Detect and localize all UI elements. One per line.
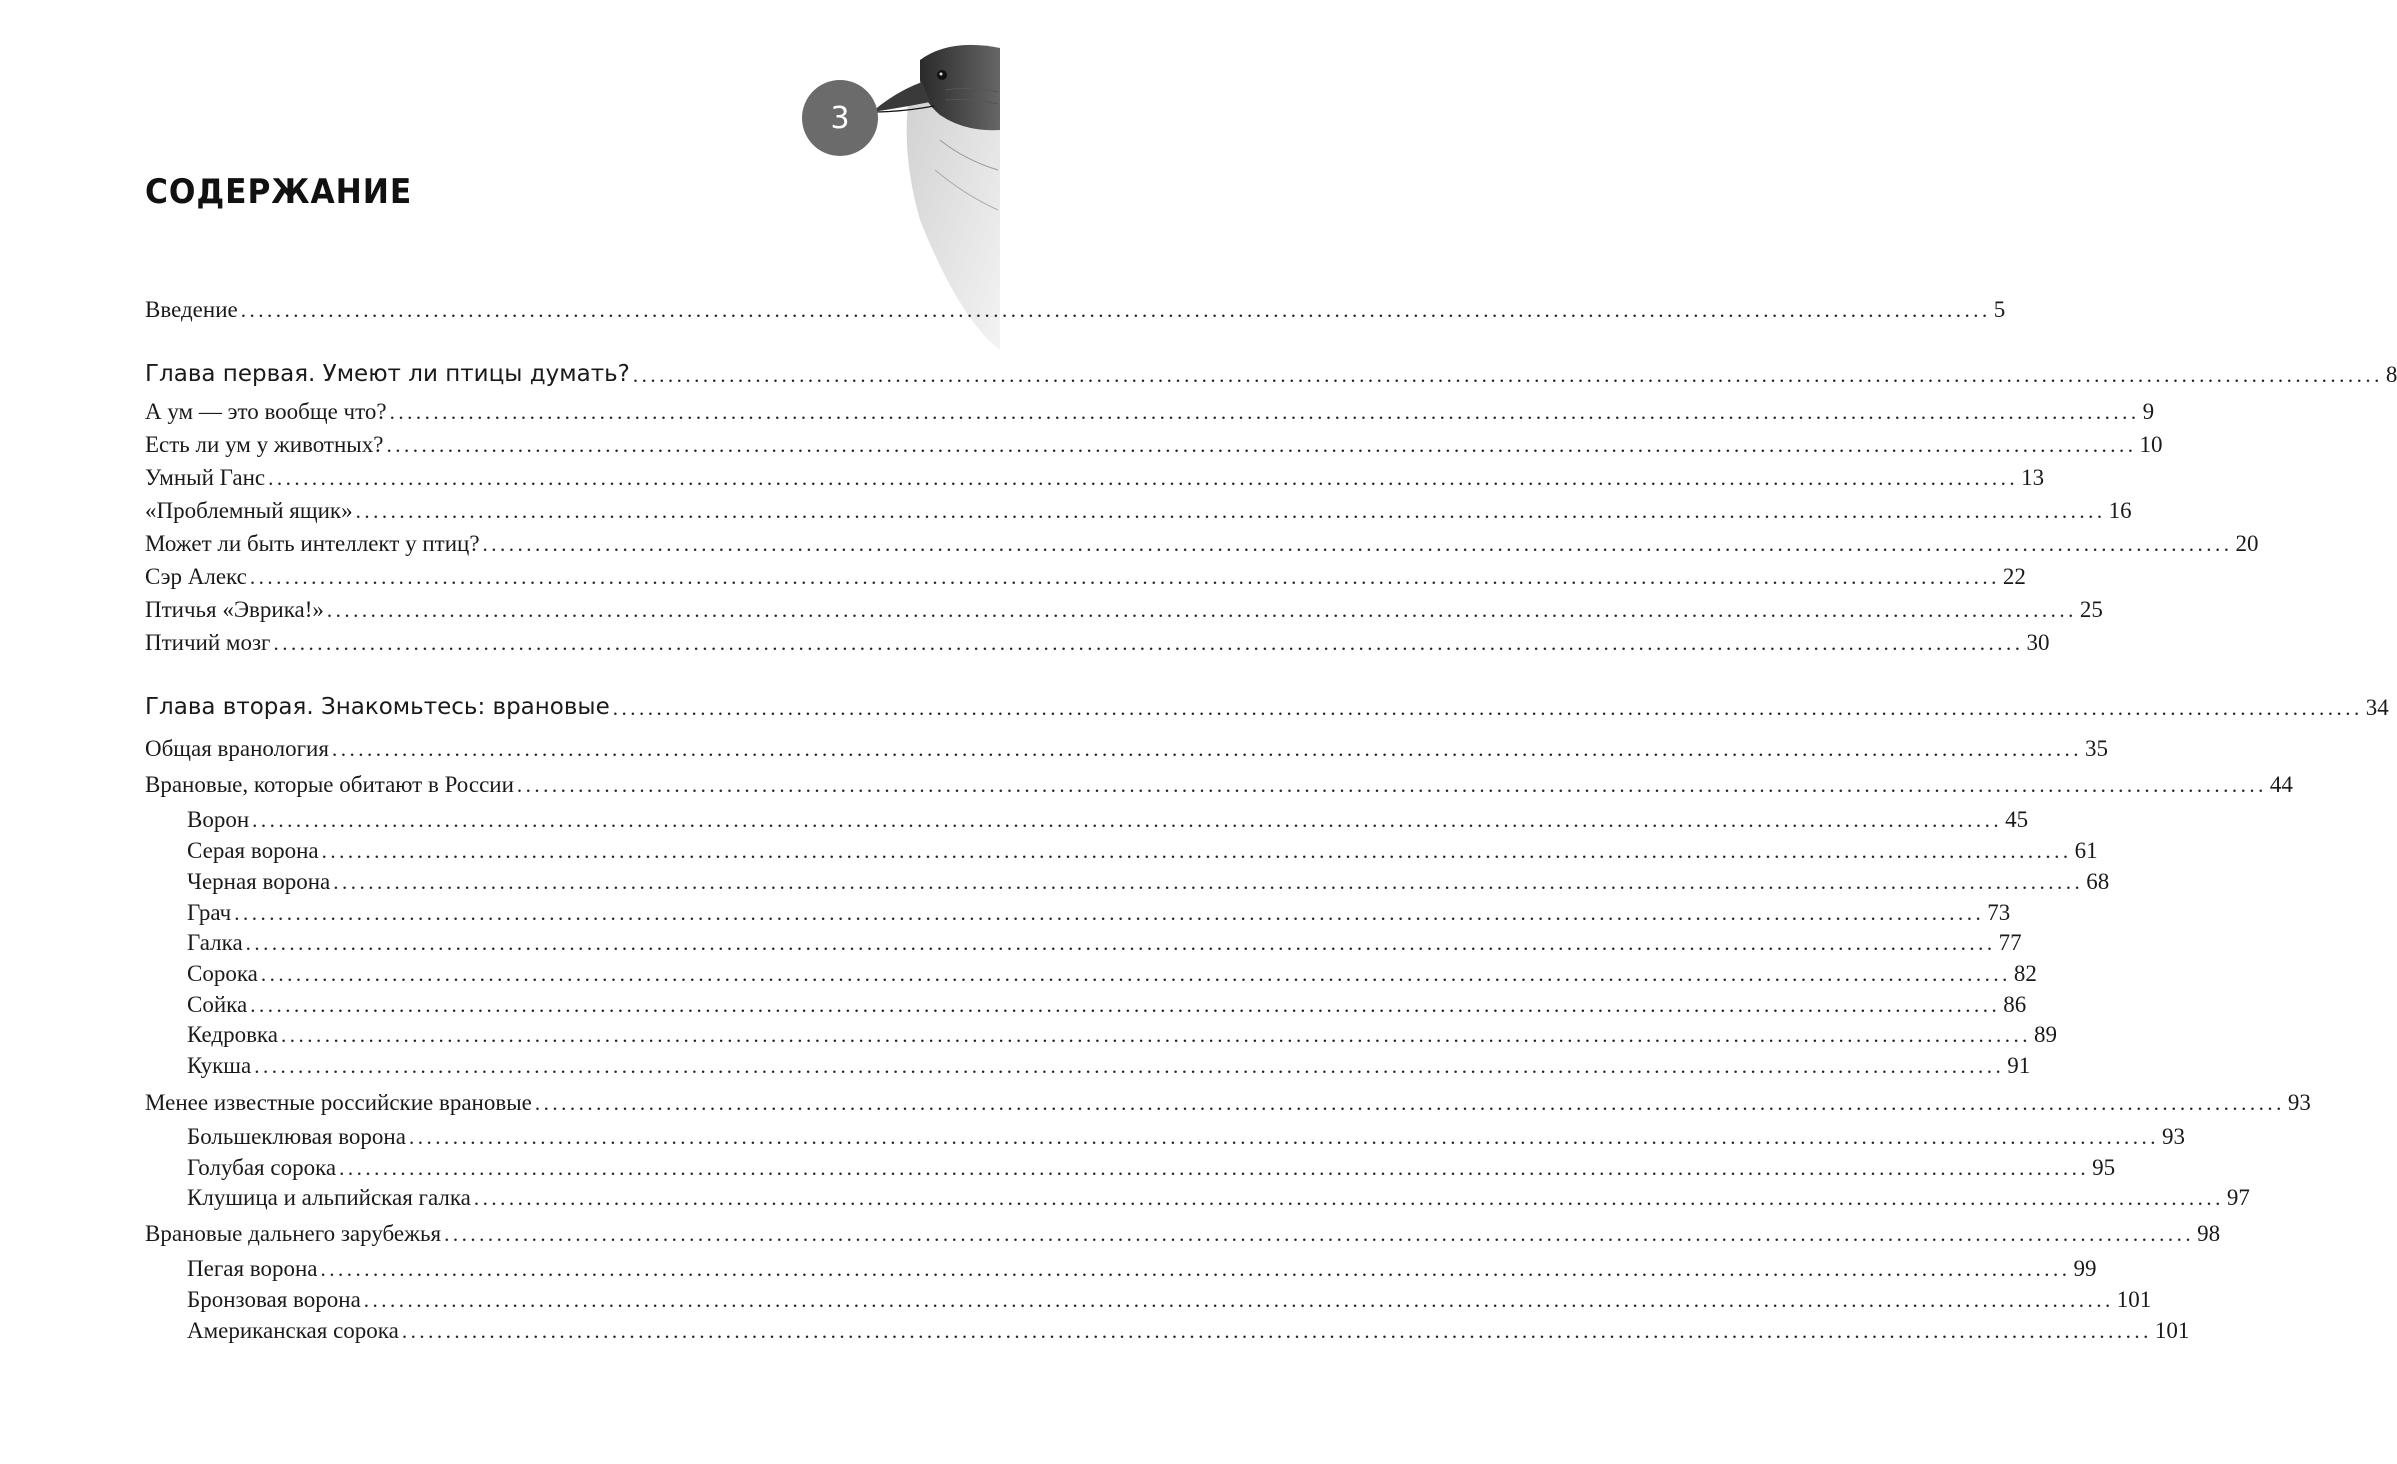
toc-entry-page: 86: [2003, 992, 2027, 1017]
toc-entry-label: Менее известные российские врановые: [145, 1090, 532, 1115]
toc-entry[interactable]: [187, 1147, 2116, 1181]
toc-entry[interactable]: [145, 728, 2108, 762]
toc-entry-page: 34: [2365, 695, 2389, 720]
toc-entry-label: Есть ли ум у животных?: [145, 432, 384, 457]
toc-entry-page: 82: [2013, 961, 2037, 986]
toc-leader-dots: ........................................................................................................................................................................................................: [401, 1319, 2152, 1343]
toc-entry[interactable]: [187, 861, 2110, 895]
toc-entry[interactable]: [187, 1177, 2250, 1211]
toc-entry-label: Кедровка: [187, 1022, 278, 1047]
toc-entry[interactable]: [145, 523, 2259, 557]
toc-leader-dots: ........................................................................................................................................................................................................: [632, 363, 2383, 387]
toc-entry[interactable]: [187, 1045, 2031, 1079]
toc-entry-label: Бронзовая ворона: [187, 1287, 361, 1312]
toc-leader-dots: ........................................................................................................................................................................................................: [444, 1222, 2195, 1246]
toc-entry-page: 30: [2026, 630, 2050, 655]
toc-leader-dots: ........................................................................................................................................................................................................: [473, 1186, 2224, 1210]
toc-entry-label: Черная ворона: [187, 869, 331, 894]
toc-entry-page: 101: [2116, 1287, 2152, 1312]
toc-entry-page: 5: [1993, 297, 2006, 322]
toc-entry-label: Американская сорока: [187, 1318, 399, 1343]
toc-entry-label: Общая вранология: [145, 736, 329, 761]
toc-entry-label: Сойка: [187, 992, 248, 1017]
toc-entry[interactable]: [187, 799, 2029, 833]
toc-entry-page: 10: [2139, 432, 2163, 457]
toc-entry[interactable]: [187, 1014, 2057, 1048]
toc-entry[interactable]: [187, 1279, 2152, 1313]
toc-leader-dots: ........................................................................................................................................................................................................: [268, 466, 2019, 490]
toc-leader-dots: ........................................................................................................................................................................................................: [363, 1288, 2114, 1312]
toc-entry-label: Голубая сорока: [187, 1155, 337, 1180]
toc-leader-dots: ........................................................................................................................................................................................................: [326, 598, 2077, 622]
toc-entry-page: 25: [2079, 597, 2103, 622]
toc-entry[interactable]: [145, 391, 2155, 425]
toc-entry-page: 91: [2007, 1053, 2031, 1078]
toc-entry-label: Кукша: [187, 1053, 252, 1078]
page-number-badge: [802, 80, 878, 156]
toc-entry-label: Птичий мозг: [145, 630, 271, 655]
toc-entry-label: Сэр Алекс: [145, 564, 247, 589]
toc-entry[interactable]: [145, 490, 2132, 524]
toc-entry-page: 61: [2074, 838, 2098, 863]
toc-entry[interactable]: [145, 424, 2163, 458]
page-title: СОДЕРЖАНИЕ: [145, 172, 413, 212]
toc-entry-label: Ворон: [187, 807, 250, 832]
toc-entry-page: 35: [2084, 736, 2108, 761]
toc-entry-page: 98: [2197, 1221, 2221, 1246]
toc-leader-dots: ........................................................................................................................................................................................................: [250, 993, 2001, 1017]
toc-leader-dots: ........................................................................................................................................................................................................: [260, 962, 2011, 986]
toc-leader-dots: ........................................................................................................................................................................................................: [273, 631, 2024, 655]
toc-entry-label: Умный Ганс: [145, 465, 266, 490]
toc-entry-page: 13: [2021, 465, 2045, 490]
toc-entry-page: 20: [2235, 531, 2259, 556]
toc-entry-page: 44: [2269, 772, 2293, 797]
toc-entry[interactable]: [187, 1248, 2097, 1282]
toc-entry-page: 101: [2154, 1318, 2190, 1343]
toc-entry[interactable]: [145, 764, 2293, 798]
toc-entry[interactable]: [145, 1213, 2221, 1247]
toc-leader-dots: ........................................................................................................................................................................................................: [234, 901, 1985, 925]
toc-entry[interactable]: [187, 830, 2098, 864]
toc-entry-page: 22: [2002, 564, 2026, 589]
toc-entry-label: Птичья «Эврика!»: [145, 597, 324, 622]
toc-entry[interactable]: [187, 953, 2037, 987]
toc-chapter-entry[interactable]: [145, 354, 2397, 388]
toc-entry-page: 89: [2033, 1022, 2057, 1047]
toc-entry-page: 9: [2142, 399, 2155, 424]
toc-leader-dots: ........................................................................................................................................................................................................: [386, 433, 2137, 457]
toc-leader-dots: ........................................................................................................................................................................................................: [612, 696, 2363, 720]
toc-leader-dots: ........................................................................................................................................................................................................: [245, 931, 1996, 955]
toc-entry[interactable]: [145, 1082, 2311, 1116]
toc-entry-page: 93: [2161, 1124, 2185, 1149]
toc-leader-dots: ........................................................................................................................................................................................................: [339, 1156, 2090, 1180]
toc-entry-label: Врановые дальнего зарубежья: [145, 1221, 442, 1246]
toc-entry[interactable]: [187, 922, 2022, 956]
toc-leader-dots: ........................................................................................................................................................................................................: [482, 532, 2233, 556]
toc-entry-page: 93: [2287, 1090, 2311, 1115]
toc-entry-label: Врановые, которые обитают в России: [145, 772, 514, 797]
toc-entry-page: 95: [2092, 1155, 2116, 1180]
toc-entry-label: Серая ворона: [187, 838, 319, 863]
toc-entry-label: Глава первая. Умеют ли птицы думать?: [145, 361, 630, 387]
toc-entry-label: «Проблемный ящик»: [145, 498, 353, 523]
toc-entry-label: Клушица и альпийская галка: [187, 1185, 471, 1210]
toc-leader-dots: ........................................................................................................................................................................................................: [280, 1023, 2031, 1047]
toc-leader-dots: ........................................................................................................................................................................................................: [333, 870, 2084, 894]
toc-entry[interactable]: [145, 622, 2050, 656]
toc-leader-dots: ........................................................................................................................................................................................................: [249, 565, 2000, 589]
toc-entry-label: Сорока: [187, 961, 258, 986]
toc-entry-page: 8: [2385, 362, 2397, 387]
toc-leader-dots: ........................................................................................................................................................................................................: [408, 1125, 2159, 1149]
toc-leader-dots: ........................................................................................................................................................................................................: [240, 298, 1991, 322]
toc-entry-label: Введение: [145, 297, 238, 322]
toc-entry-page: 45: [2005, 807, 2029, 832]
toc-entry[interactable]: [187, 984, 2027, 1018]
toc-entry-label: Пегая ворона: [187, 1256, 318, 1281]
toc-entry[interactable]: [145, 289, 2006, 323]
toc-entry[interactable]: [145, 556, 2026, 590]
toc-entry-label: Глава вторая. Знакомьтесь: врановые: [145, 694, 610, 720]
toc-entry-label: Грач: [187, 900, 232, 925]
toc-entry-label: А ум — это вообще что?: [145, 399, 387, 424]
toc-leader-dots: ........................................................................................................................................................................................................: [321, 839, 2072, 863]
toc-entry-page: 77: [1998, 930, 2022, 955]
toc-entry-page: 97: [2226, 1185, 2250, 1210]
toc-leader-dots: ........................................................................................................................................................................................................: [254, 1054, 2005, 1078]
toc-leader-dots: ........................................................................................................................................................................................................: [355, 499, 2106, 523]
toc-leader-dots: ........................................................................................................................................................................................................: [252, 808, 2003, 832]
toc-entry[interactable]: [187, 1310, 2190, 1344]
toc-leader-dots: ........................................................................................................................................................................................................: [331, 737, 2082, 761]
toc-leader-dots: ........................................................................................................................................................................................................: [389, 400, 2140, 424]
page-number: 3: [830, 100, 850, 136]
toc-entry-page: 68: [2086, 869, 2110, 894]
toc-entry-label: Галка: [187, 930, 243, 955]
toc-entry-page: 73: [1987, 900, 2011, 925]
toc-entry[interactable]: [145, 589, 2103, 623]
toc-entry[interactable]: [145, 457, 2045, 491]
toc-entry[interactable]: [187, 892, 2011, 926]
toc-entry-page: 16: [2108, 498, 2132, 523]
toc-leader-dots: ........................................................................................................................................................................................................: [534, 1091, 2285, 1115]
toc-entry-label: Может ли быть интеллект у птиц?: [145, 531, 480, 556]
toc-entry-label: Большеклювая ворона: [187, 1124, 406, 1149]
toc-leader-dots: ........................................................................................................................................................................................................: [320, 1257, 2071, 1281]
toc-entry-page: 99: [2073, 1256, 2097, 1281]
toc-entry[interactable]: [187, 1116, 2185, 1150]
toc-leader-dots: ........................................................................................................................................................................................................: [516, 773, 2267, 797]
toc-chapter-entry[interactable]: [145, 687, 2389, 721]
